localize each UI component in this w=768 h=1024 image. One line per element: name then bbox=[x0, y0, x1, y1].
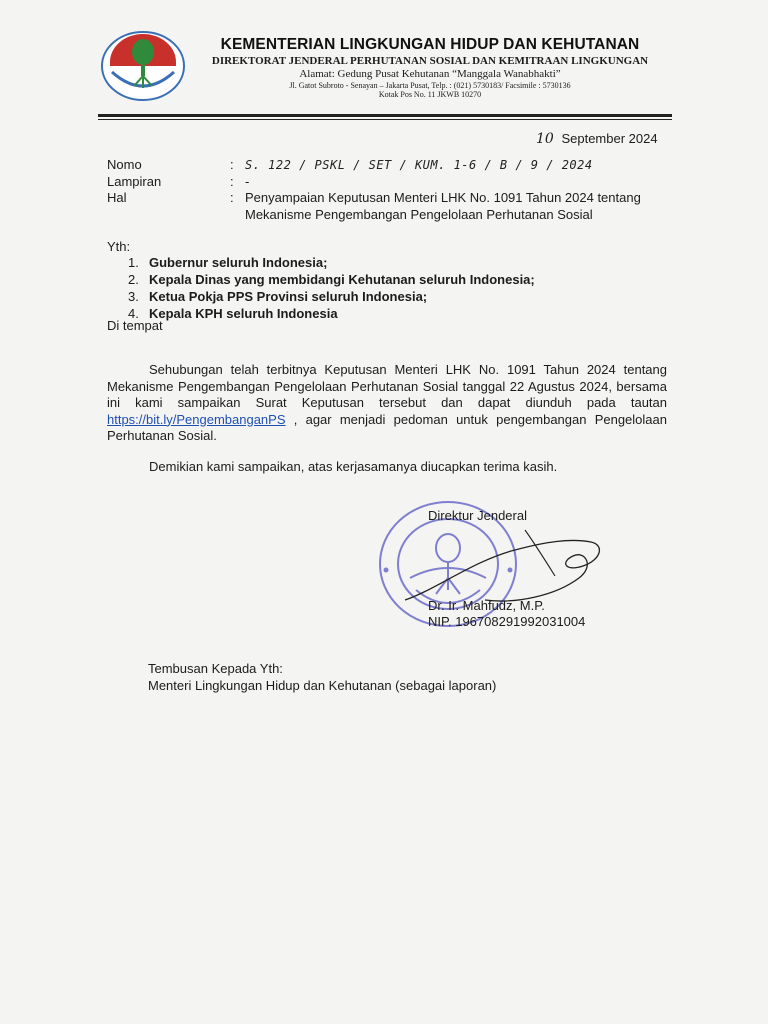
letterhead-street: Jl. Gatot Subroto - Senayan – Jakarta Pusat, Telp. : (021) 5730183/ Facsimile : 5730136 bbox=[289, 81, 571, 90]
signatory-nip: NIP. 196708291992031004 bbox=[428, 614, 586, 629]
hal-value-line1: Penyampaian Keputusan Menteri LHK No. 1091 Tahun 2024 tentang bbox=[245, 190, 641, 205]
recipient-text: Ketua Pokja PPS Provinsi seluruh Indonesia; bbox=[149, 289, 428, 304]
colon: : bbox=[230, 190, 234, 205]
ministry-logo bbox=[100, 30, 186, 102]
hal-label: Hal bbox=[107, 190, 127, 205]
signatory-title: Direktur Jenderal bbox=[428, 508, 527, 523]
recipient-text: Kepala KPH seluruh Indonesia bbox=[149, 306, 338, 321]
recipient-text: Kepala Dinas yang membidangi Kehutanan seluruh Indonesia; bbox=[149, 272, 535, 287]
recipient-text: Gubernur seluruh Indonesia; bbox=[149, 255, 328, 270]
recipient-number: 1. bbox=[128, 255, 139, 270]
nomor-value: S. 122 / PSKL / SET / KUM. 1-6 / B / 9 / 2024 bbox=[245, 158, 593, 172]
recipient-item bbox=[128, 271, 535, 288]
recipient-list bbox=[128, 254, 535, 322]
recipient-item bbox=[128, 305, 535, 322]
directorate-name: DIREKTORAT JENDERAL PERHUTANAN SOSIAL DAN KEMITRAAN LINGKUNGAN bbox=[211, 55, 649, 67]
cc-heading: Tembusan Kepada Yth: bbox=[148, 661, 283, 676]
handwritten-signature bbox=[395, 520, 615, 610]
lampiran-value: - bbox=[245, 173, 250, 189]
ministry-name: KEMENTERIAN LINGKUNGAN HIDUP DAN KEHUTANAN bbox=[220, 36, 640, 53]
colon: : bbox=[230, 157, 234, 172]
letterhead-rule-thin bbox=[98, 119, 672, 120]
cc-recipient: Menteri Lingkungan Hidup dan Kehutanan (sebagai laporan) bbox=[148, 678, 497, 693]
body-text-after-link: , agar menjadi pedoman untuk pengembangan Pengelolaan Perhutanan Sosial. bbox=[107, 411, 667, 443]
recipient-number: 2. bbox=[128, 272, 139, 287]
signatory-name: Dr. Ir. Mahfudz, M.P. bbox=[428, 598, 545, 613]
recipient-number: 4. bbox=[128, 306, 139, 321]
download-link[interactable]: https://bit.ly/PengembanganPS bbox=[107, 411, 286, 427]
recipients-heading: Yth: bbox=[107, 239, 131, 254]
letterhead bbox=[190, 36, 670, 99]
nomor-label: Nomo bbox=[107, 157, 142, 172]
hal-value-line2: Mekanisme Pengembangan Pengelolaan Perhutanan Sosial bbox=[245, 206, 593, 222]
letter-date bbox=[536, 131, 658, 147]
di-tempat: Di tempat bbox=[107, 318, 163, 333]
date-month-year: September 2024 bbox=[561, 131, 658, 146]
recipient-number: 3. bbox=[128, 289, 139, 304]
lampiran-label: Lampiran bbox=[107, 173, 162, 189]
letter-body bbox=[107, 362, 667, 475]
colon: : bbox=[230, 173, 234, 189]
body-text-before-link: Sehubungan telah terbitnya Keputusan Menteri LHK No. 1091 Tahun 2024 tentang Mekanisme Pengembangan Pengelolaan Perhutanan Sosial tanggal 22 Agustus 2024, bersama ini kami sampaikan Surat Keputusan tersebut dan dapat diunduh pada tautan bbox=[107, 362, 667, 410]
letterhead-rule-thick bbox=[98, 114, 672, 117]
letterhead-po-box: Kotak Pos No. 11 JKWB 10270 bbox=[378, 90, 482, 99]
letterhead-address: Alamat: Gedung Pusat Kehutanan “Manggala Wanabhakti” bbox=[299, 68, 561, 80]
closing-paragraph: Demikian kami sampaikan, atas kerjasamanya diucapkan terima kasih. bbox=[149, 458, 558, 474]
hal-value bbox=[245, 190, 675, 223]
recipient-item bbox=[128, 288, 535, 305]
recipient-item bbox=[128, 254, 535, 271]
carbon-copy bbox=[148, 660, 496, 694]
date-day-handwritten: 10 bbox=[536, 131, 554, 147]
body-paragraph bbox=[107, 362, 667, 445]
